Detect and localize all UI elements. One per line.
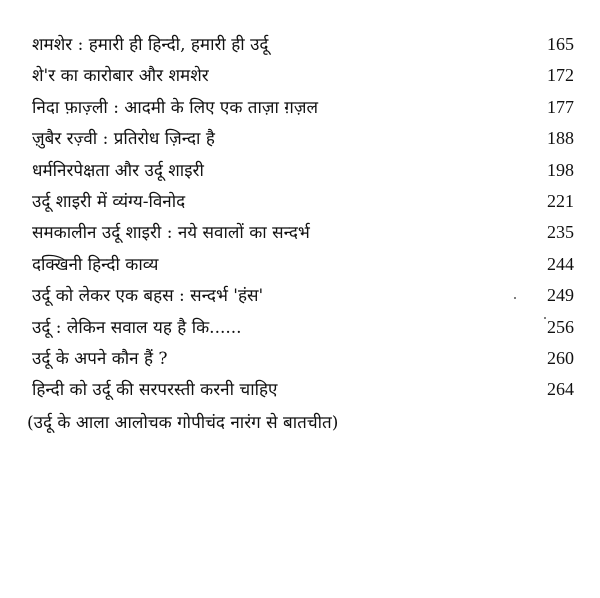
toc-entry-title: उर्दू के अपने कौन हैं ? xyxy=(32,348,168,369)
scan-speck xyxy=(514,297,516,299)
toc-entry xyxy=(32,280,574,311)
toc-entry-title: निदा फ़ाज़्ली : आदमी के लिए एक ताज़ा ग़ज़ल xyxy=(32,97,319,118)
toc-entry-title: शमशेर : हमारी ही हिन्दी, हमारी ही उर्दू xyxy=(32,35,269,55)
toc-entry-page-number: 244 xyxy=(547,253,574,274)
toc-entry-page-number: 235 xyxy=(547,222,574,243)
toc-entry xyxy=(32,249,574,280)
toc-entry-page-number: 249 xyxy=(547,285,574,306)
toc-entry-title: दक्खिनी हिन्दी काव्य xyxy=(32,254,159,275)
toc-entry-page-number: 260 xyxy=(547,347,574,368)
toc-entry xyxy=(32,186,574,217)
interview-note: (उर्दू के आला आलोचक गोपीचंद नारंग से बातचीत) xyxy=(27,413,339,433)
toc-entry-title: शे'र का कारोबार और शमशेर xyxy=(32,66,209,87)
toc-entry xyxy=(32,92,574,123)
toc-entry-page-number: 256 xyxy=(547,316,574,337)
toc-entry xyxy=(32,217,574,248)
toc-entry xyxy=(32,374,574,405)
toc-entry-page-number: 177 xyxy=(547,96,574,117)
toc-entry xyxy=(32,29,574,60)
toc-entry-title: धर्मनिरपेक्षता और उर्दू शाइरी xyxy=(32,160,204,181)
toc-entry xyxy=(32,60,574,91)
table-of-contents xyxy=(32,29,574,406)
toc-entry-title: ज़ुबैर रज़्वी : प्रतिरोध ज़िन्दा है xyxy=(32,129,215,150)
toc-entry-title: हिन्दी को उर्दू की सरपरस्ती करनी चाहिए xyxy=(32,380,278,401)
toc-entry-page-number: 165 xyxy=(547,34,574,54)
toc-entry-page-number: 188 xyxy=(547,128,574,149)
toc-entry-page-number: 221 xyxy=(547,190,574,211)
toc-entry-title: उर्दू को लेकर एक बहस : सन्दर्भ 'हंस' xyxy=(32,286,264,307)
toc-entry xyxy=(32,312,574,343)
toc-entry-title: उर्दू : लेकिन सवाल यह है कि...... xyxy=(32,317,242,338)
toc-entry-page-number: 264 xyxy=(547,379,574,400)
toc-entry xyxy=(32,123,574,154)
toc-entry-page-number: 198 xyxy=(547,159,574,180)
toc-entry xyxy=(32,343,574,374)
toc-entry-title: समकालीन उर्दू शाइरी : नये सवालों का सन्दर्भ xyxy=(32,223,310,244)
toc-entry xyxy=(32,155,574,186)
toc-entry-title: उर्दू शाइरी में व्यंग्य-विनोद xyxy=(32,191,186,212)
toc-entry-page-number: 172 xyxy=(547,65,574,86)
scan-speck xyxy=(544,317,546,319)
